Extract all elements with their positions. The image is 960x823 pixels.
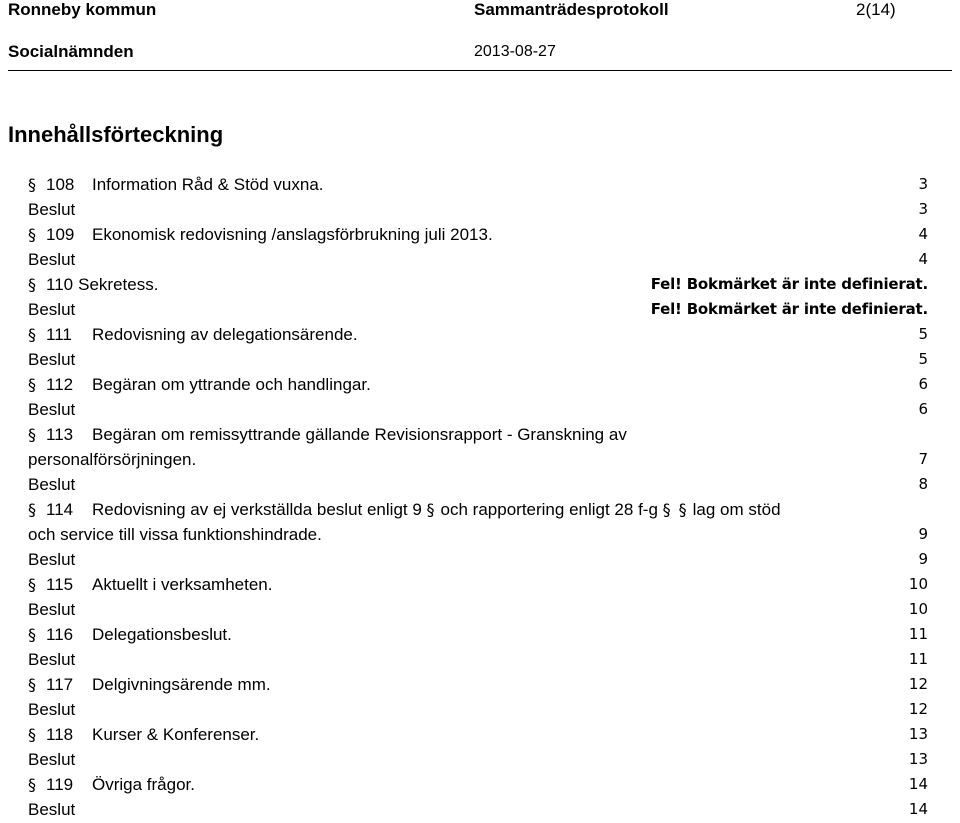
table-of-contents [28, 172, 928, 822]
toc-entry-beslut[interactable] [28, 797, 928, 822]
entry-title-continued: personalförsörjningen. [28, 450, 197, 469]
entry-title: Delgivningsärende mm. [92, 675, 271, 694]
page-number: 9 [918, 550, 928, 568]
page-number: 9 [918, 525, 928, 543]
section-symbol-icon: § [28, 775, 36, 794]
entry-title: Aktuellt i verksamheten. [92, 575, 273, 594]
section-number: 110 [46, 275, 74, 294]
section-number: 112 [46, 375, 74, 394]
page-number: 10 [908, 575, 928, 593]
toc-entry-beslut[interactable] [28, 197, 928, 222]
page-number: 6 [918, 375, 928, 393]
page-header [8, 0, 952, 70]
toc-entry-beslut[interactable] [28, 297, 928, 322]
page-number: 12 [908, 675, 928, 693]
section-symbol-icon: § [28, 725, 36, 744]
municipality-name: Ronneby kommun [8, 0, 157, 19]
section-symbol-icon: § [28, 175, 36, 194]
section-number: 116 [46, 625, 74, 644]
document-type: Sammanträdesprotokoll [474, 0, 669, 19]
toc-entry-beslut[interactable] [28, 597, 928, 622]
entry-title: Beslut [28, 250, 76, 269]
toc-entry[interactable] [28, 372, 928, 397]
page-number: 11 [908, 650, 928, 668]
entry-title: Beslut [28, 650, 76, 669]
section-number: 109 [46, 225, 75, 244]
header-divider [8, 70, 952, 71]
toc-entry[interactable] [28, 772, 928, 797]
entry-title: Beslut [28, 200, 76, 219]
entry-title: och rapportering enligt 28 f-g [440, 500, 658, 519]
toc-entry[interactable] [28, 572, 928, 597]
entry-title: Beslut [28, 475, 76, 494]
entry-title: Beslut [28, 550, 76, 569]
section-symbol-icon: § [28, 275, 36, 294]
toc-entry-beslut[interactable] [28, 547, 928, 572]
section-symbol-icon: § [28, 575, 36, 594]
entry-title: Delegationsbeslut. [92, 625, 232, 644]
page-number: 4 [918, 225, 928, 243]
section-symbol-icon: § [28, 375, 36, 394]
entry-title: Övriga frågor. [92, 775, 195, 794]
page-number: 12 [908, 700, 928, 718]
section-number: 115 [46, 575, 74, 594]
toc-entry-beslut[interactable] [28, 472, 928, 497]
section-symbol-icon: § [28, 425, 36, 444]
toc-entry[interactable] [28, 672, 928, 697]
section-number: 108 [46, 175, 75, 194]
entry-title: Beslut [28, 700, 76, 719]
entry-title: Beslut [28, 600, 76, 619]
section-number: 111 [46, 325, 72, 344]
entry-title: Beslut [28, 750, 76, 769]
toc-entry[interactable] [28, 422, 928, 472]
page-number: 14 [908, 775, 928, 793]
meeting-date: 2013-08-27 [474, 43, 556, 60]
toc-entry[interactable] [28, 272, 928, 297]
section-symbol-icon: § [28, 325, 36, 344]
page-number: 11 [908, 625, 928, 643]
section-symbol-icon: § [426, 500, 435, 519]
toc-title: Innehållsförteckning [8, 122, 224, 147]
entry-title-continued: och service till vissa funktionshindrade. [28, 525, 322, 544]
page-number: 13 [908, 725, 928, 743]
entry-title: lag om stöd [692, 500, 781, 519]
toc-entry[interactable] [28, 222, 928, 247]
toc-entry-beslut[interactable] [28, 247, 928, 272]
section-symbol-icon: § [28, 500, 36, 519]
committee-name: Socialnämnden [8, 42, 134, 61]
section-symbol-icon: § [678, 500, 687, 519]
page-number: 4 [918, 250, 928, 268]
entry-title: Beslut [28, 400, 76, 419]
toc-entry-beslut[interactable] [28, 397, 928, 422]
entry-title: Redovisning av delegationsärende. [92, 325, 358, 344]
toc-entry[interactable] [28, 497, 928, 547]
entry-title: Ekonomisk redovisning /anslagsförbrukning juli 2013. [92, 225, 493, 244]
entry-title: Sekretess. [78, 275, 159, 294]
entry-title: Begäran om remissyttrande gällande Revisionsrapport - Granskning av [92, 425, 627, 444]
section-number: 113 [46, 425, 74, 444]
section-symbol-icon: § [28, 625, 36, 644]
section-number: 119 [46, 775, 74, 794]
page-number: 8 [918, 475, 928, 493]
page-number: 7 [918, 450, 928, 468]
bookmark-error: Fel! Bokmärket är inte definierat. [650, 275, 928, 293]
toc-entry[interactable] [28, 622, 928, 647]
section-symbol-icon: § [662, 500, 671, 519]
section-symbol-icon: § [28, 225, 36, 244]
page-number: 5 [918, 350, 928, 368]
entry-title: Begäran om yttrande och handlingar. [92, 375, 371, 394]
entry-title: Beslut [28, 800, 76, 819]
section-number: 114 [46, 500, 74, 519]
page-number: 3 [918, 175, 928, 193]
toc-entry-beslut[interactable] [28, 647, 928, 672]
toc-entry-beslut[interactable] [28, 747, 928, 772]
toc-entry[interactable] [28, 722, 928, 747]
entry-title: Beslut [28, 300, 76, 319]
section-number: 118 [46, 725, 74, 744]
bookmark-error: Fel! Bokmärket är inte definierat. [650, 300, 928, 318]
toc-entry[interactable] [28, 172, 928, 197]
toc-entry[interactable] [28, 322, 928, 347]
entry-title: Information Råd & Stöd vuxna. [92, 175, 324, 194]
entry-title: Beslut [28, 350, 76, 369]
toc-entry-beslut[interactable] [28, 697, 928, 722]
page-number: 10 [908, 600, 928, 618]
page-number: 6 [918, 400, 928, 418]
entry-title: Kurser & Konferenser. [92, 725, 260, 744]
page-number: 5 [918, 325, 928, 343]
page-indicator: 2(14) [856, 0, 896, 19]
entry-title: Redovisning av ej verkställda beslut enligt 9 [92, 500, 422, 519]
section-symbol-icon: § [28, 675, 36, 694]
page-number: 13 [908, 750, 928, 768]
toc-entry-beslut[interactable] [28, 347, 928, 372]
page-number: 14 [908, 800, 928, 818]
section-number: 117 [46, 675, 74, 694]
page-number: 3 [918, 200, 928, 218]
